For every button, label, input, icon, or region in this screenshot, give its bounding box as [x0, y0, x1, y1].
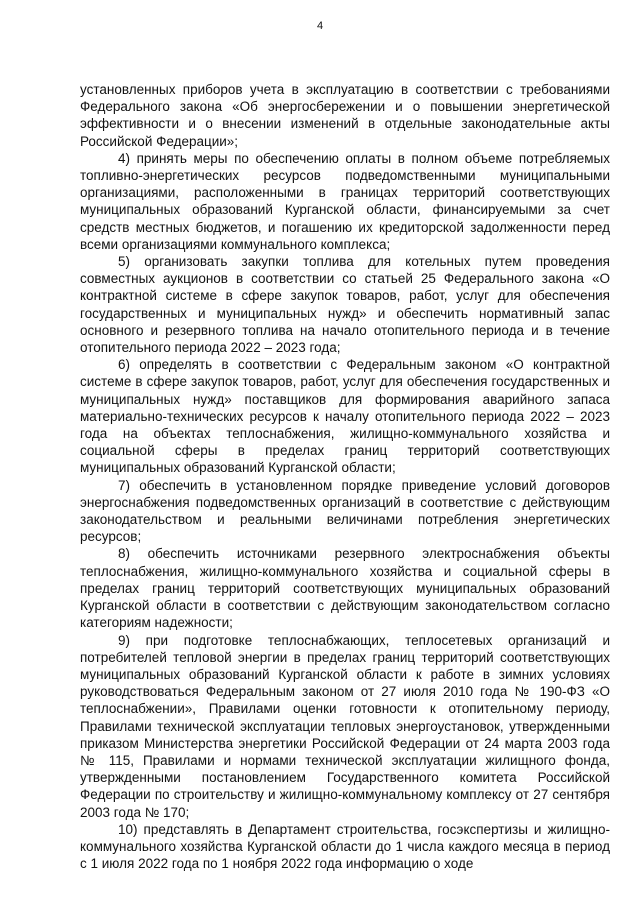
paragraph-continuation: установленных приборов учета в эксплуатацию в соответствии с требованиями Федерального закона «Об энергосбережении и о повышении энергетической эффективности и о внесении изменений в отдельные законодательные акты Российской Федерации»; [80, 82, 610, 149]
page-number: 4 [316, 20, 324, 32]
paragraph-item-8: 8) обеспечить источниками резервного электроснабжения объекты теплоснабжения, жилищно-коммунального хозяйства и социальной сферы в пределах границ территорий соответствующих муниципальных образований Курганской области в соответствии с действующим законодательством согласно категориям надежности; [80, 546, 610, 631]
paragraph-item-5: 5) организовать закупки топлива для котельных путем проведения совместных аукционов в соответствии со статьей 25 Федерального закона «О контрактной системе в сфере закупок товаров, работ, услуг для обеспечения государственных и муниципальных нужд» и обеспечить нормативный запас основного и резервного топлива на начало отопительного периода и в течение отопительного периода 2022 – 2023 года; [80, 254, 610, 356]
paragraph-item-6: 6) определять в соответствии с Федеральным законом «О контрактной системе в сфере закупок товаров, работ, услуг для обеспечения государственных и муниципальных нужд» поставщиков для формирования аварийного запаса материально-технических ресурсов к началу отопительного периода 2022 – 2023 года на объектах теплоснабжения, жилищно-коммунального хозяйства и социальной сферы в пределах границ территорий соответствующих муниципальных образований Курганской области; [80, 357, 610, 476]
paragraph-item-4: 4) принять меры по обеспечению оплаты в полном объеме потребляемых топливно-энергетических ресурсов подведомственными муниципальными организациями, расположенными в границах территорий соответствующих муниципальных образований Курганской области, финансируемыми за счет средств местных бюджетов, и погашению их кредиторской задолженности перед всеми организациями коммунального комплекса; [80, 150, 610, 252]
paragraph-item-7: 7) обеспечить в установленном порядке приведение условий договоров энергоснабжения подведомственных организаций в соответствие с действующим законодательством и реальными величинами потребления энергетических ресурсов; [80, 477, 610, 545]
document-body [80, 81, 610, 872]
paragraph-item-10: 10) представлять в Департамент строительства, госэкспертизы и жилищно-коммунального хозяйства Курганской области до 1 числа каждого месяца в период с 1 июля 2022 года по 1 ноября 2022 года информацию о ходе [80, 821, 610, 872]
paragraph-item-9: 9) при подготовке теплоснабжающих, теплосетевых организаций и потребителей тепловой энергии в пределах границ территорий соответствующих муниципальных образований Курганской области к работе в зимних условиях руководствоваться Федеральным законом от 27 июля 2010 года № 190-ФЗ «О теплоснабжении», Правилами оценки готовности к отопительному периоду, Правилами технической эксплуатации тепловых энергоустановок, утвержденными приказом Министерства энергетики Российской Федерации от 24 марта 2003 года № 115, Правилами и нормами технической эксплуатации жилищного фонда, утвержденными постановлением Государственного комитета Российской Федерации по строительству и жилищно-коммунальному комплексу от 27 сентября 2003 года № 170; [80, 632, 610, 820]
